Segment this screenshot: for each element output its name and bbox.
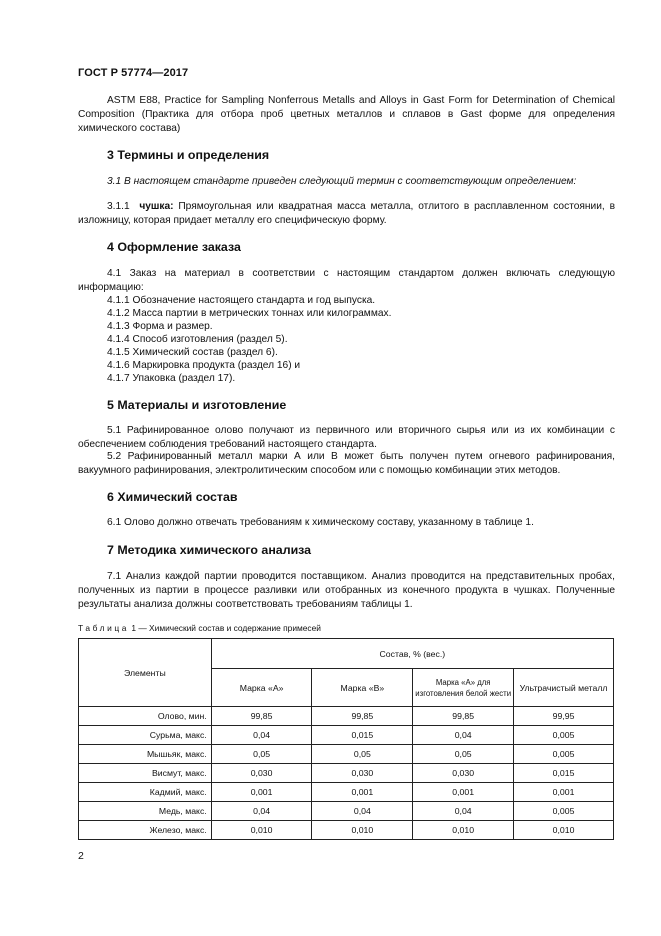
cell-value: 0,001 <box>514 783 614 802</box>
term-definition: Прямоугольная или квадратная масса металла, отлитого в расплавленном состоянии, в изложницу, которая придает металлу его специфическую форму. <box>78 201 615 226</box>
cell-value: 0,010 <box>413 821 514 840</box>
paragraph-5-1: 5.1 Рафинированное олово получают из первичного или вторичного сырья или из их комбинации с обеспечением соблюдения требований настоящего стандарта. <box>78 425 615 450</box>
cell-value: 0,015 <box>312 726 413 745</box>
cell-value: 0,015 <box>514 764 614 783</box>
header-elements: Элементы <box>79 639 212 707</box>
section-3-heading: 3 Термины и определения <box>107 148 270 162</box>
paragraph-3-1-1 <box>78 200 615 228</box>
cell-value: 99,85 <box>211 707 312 726</box>
document-header: ГОСТ Р 57774—2017 <box>78 67 189 79</box>
page-number: 2 <box>78 850 84 862</box>
header-grade-b: Марка «В» <box>312 669 413 707</box>
paragraph-3-1-1-number: 3.1.1 <box>107 201 130 212</box>
table-row <box>79 745 614 764</box>
term-chushka: чушка: <box>139 201 174 212</box>
table-row <box>79 821 614 840</box>
list-item-4-1-5: 4.1.5 Химический состав (раздел 6). <box>107 347 278 358</box>
table-row <box>79 783 614 802</box>
list-item-4-1-7: 4.1.7 Упаковка (раздел 17). <box>107 373 236 384</box>
header-grade-a: Марка «А» <box>211 669 312 707</box>
cell-value: 0,04 <box>413 802 514 821</box>
section-6-heading: 6 Химический состав <box>107 490 238 504</box>
element-name: Медь, макс. <box>79 802 212 821</box>
cell-value: 0,001 <box>211 783 312 802</box>
table-row <box>79 726 614 745</box>
element-name: Мышьяк, макс. <box>79 745 212 764</box>
cell-value: 0,05 <box>211 745 312 764</box>
header-grade-a-tinplate: Марка «А» для изготовления белой жести <box>413 669 514 707</box>
cell-value: 0,04 <box>312 802 413 821</box>
cell-value: 0,04 <box>413 726 514 745</box>
header-ultrapure: Ультрачистый металл <box>514 669 614 707</box>
list-item-4-1-2: 4.1.2 Масса партии в метрических тоннах или килограммах. <box>107 308 392 319</box>
section-4-heading: 4 Оформление заказа <box>107 240 241 254</box>
cell-value: 0,010 <box>211 821 312 840</box>
cell-value: 0,005 <box>514 802 614 821</box>
reference-paragraph: ASTM E88, Practice for Sampling Nonferrous Metalls and Alloys in Gast Form for Determination of Chemical Composition (Практика для отбора проб цветных металлов и сплавов в Gast форме для определения химического состава) <box>78 95 615 134</box>
cell-value: 0,010 <box>312 821 413 840</box>
cell-value: 0,005 <box>514 726 614 745</box>
composition-table <box>78 638 614 840</box>
list-item-4-1-6: 4.1.6 Маркировка продукта (раздел 16) и <box>107 360 301 371</box>
cell-value: 0,030 <box>312 764 413 783</box>
cell-value: 0,010 <box>514 821 614 840</box>
table-caption <box>78 623 321 633</box>
paragraph-3-1: 3.1 В настоящем стандарте приведен следующий термин с соответствующим определением: <box>107 176 577 187</box>
cell-value: 0,001 <box>312 783 413 802</box>
table-row <box>79 802 614 821</box>
element-name: Сурьма, макс. <box>79 726 212 745</box>
table-caption-label: Таблица <box>78 623 130 633</box>
list-item-4-1-3: 4.1.3 Форма и размер. <box>107 321 213 332</box>
cell-value: 99,85 <box>312 707 413 726</box>
element-name: Кадмий, макс. <box>79 783 212 802</box>
list-item-4-1-1: 4.1.1 Обозначение настоящего стандарта и год выпуска. <box>107 295 376 306</box>
list-item-4-1-4: 4.1.4 Способ изготовления (раздел 5). <box>107 334 288 345</box>
cell-value: 0,04 <box>211 802 312 821</box>
paragraph-6-1: 6.1 Олово должно отвечать требованиям к химическому составу, указанному в таблице 1. <box>107 517 534 528</box>
cell-value: 0,05 <box>312 745 413 764</box>
cell-value: 0,04 <box>211 726 312 745</box>
table-row <box>79 764 614 783</box>
cell-value: 0,05 <box>413 745 514 764</box>
cell-value: 99,85 <box>413 707 514 726</box>
cell-value: 0,001 <box>413 783 514 802</box>
paragraph-5-2: 5.2 Рафинированный металл марки А или В может быть получен путем огневого рафинирования, вакуумного рафинирования, электролитическим способом или с помощью комбинации этих методов. <box>78 451 615 476</box>
element-name: Висмут, макс. <box>79 764 212 783</box>
header-composition: Состав, % (вес.) <box>211 639 613 669</box>
cell-value: 0,005 <box>514 745 614 764</box>
section-5-heading: 5 Материалы и изготовление <box>107 398 287 412</box>
paragraph-4-1: 4.1 Заказ на материал в соответствии с настоящим стандартом должен включать следующую информацию: <box>78 268 615 293</box>
element-name: Олово, мин. <box>79 707 212 726</box>
element-name: Железо, макс. <box>79 821 212 840</box>
paragraph-7-1: 7.1 Анализ каждой партии проводится поставщиком. Анализ проводится на представительных пробах, полученных из партии в процессе разливки или отобранных из конечного продукта в чушках. Полученные результаты анализа должны соответствовать требованиям таблицы 1. <box>78 571 615 610</box>
table-row <box>79 707 614 726</box>
cell-value: 99,95 <box>514 707 614 726</box>
cell-value: 0,030 <box>413 764 514 783</box>
cell-value: 0,030 <box>211 764 312 783</box>
table-caption-text: 1 — Химический состав и содержание примесей <box>129 623 321 633</box>
section-7-heading: 7 Методика химического анализа <box>107 543 312 557</box>
